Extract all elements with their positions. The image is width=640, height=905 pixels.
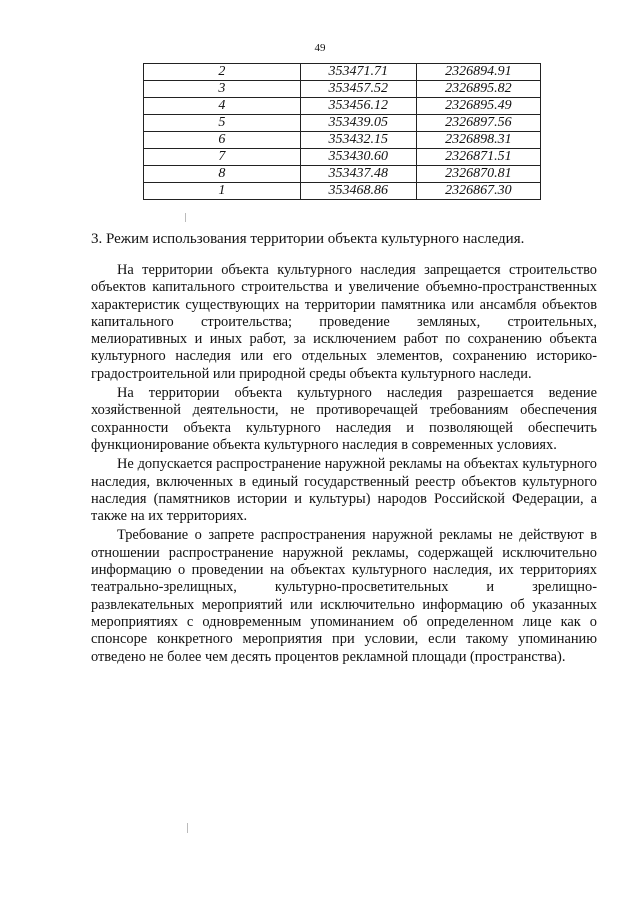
point-number-cell: 2 (144, 64, 301, 81)
table-row (144, 166, 541, 183)
x-coordinate-cell: 353439.05 (300, 115, 416, 132)
point-number-cell: 6 (144, 132, 301, 149)
x-coordinate-cell: 353471.71 (300, 64, 416, 81)
point-number-cell: 5 (144, 115, 301, 132)
y-coordinate-cell: 2326895.82 (416, 81, 540, 98)
table-row (144, 132, 541, 149)
body-text (91, 262, 597, 666)
x-coordinate-cell: 353430.60 (300, 149, 416, 166)
y-coordinate-cell: 2326870.81 (416, 166, 540, 183)
point-number-cell: 8 (144, 166, 301, 183)
point-number-cell: 3 (144, 81, 301, 98)
table-row (144, 115, 541, 132)
y-coordinate-cell: 2326898.31 (416, 132, 540, 149)
x-coordinate-cell: 353432.15 (300, 132, 416, 149)
x-coordinate-cell: 353457.52 (300, 81, 416, 98)
x-coordinate-cell: 353456.12 (300, 98, 416, 115)
table-row (144, 183, 541, 200)
x-coordinate-cell: 353437.48 (300, 166, 416, 183)
point-number-cell: 7 (144, 149, 301, 166)
table-row (144, 149, 541, 166)
paragraph-advertising-ban: Не допускается распространение наружной рекламы на объектах культурного наследия, включенных в единый государственный реестр объектов культурного наследия (памятников истории и культуры) народов Российской Федерации, а также на их территориях. (91, 456, 597, 525)
table-row (144, 64, 541, 81)
coordinates-table-body (144, 64, 541, 200)
y-coordinate-cell: 2326867.30 (416, 183, 540, 200)
paragraph-permitted-activity: На территории объекта культурного наследия разрешается ведение хозяйственной деятельности, не противоречащей требованиям обеспечения сохранности объекта культурного наследия и позволяющей обеспечить функционирование объекта культурного наследия в современных условиях. (91, 385, 597, 453)
y-coordinate-cell: 2326871.51 (416, 149, 540, 166)
y-coordinate-cell: 2326897.56 (416, 115, 540, 132)
table-row (144, 81, 541, 98)
point-number-cell: 1 (144, 183, 301, 200)
y-coordinate-cell: 2326894.91 (416, 64, 540, 81)
paragraph-advertising-exception: Требование о запрете распространения наружной рекламы не действуют в отношении распространение наружной рекламы, содержащей исключительно информацию о проведении на объектах культурного наследия, их территориях театрально-зрелищных, культурно-просветительных и зрелищно-развлекательных мероприятий или исключительно информацию об указанных мероприятиях с одновременным упоминанием об определенном лице как о спонсоре конкретного мероприятия при условии, если такому упоминанию отведено не более чем десять процентов рекламной площади (пространства). (91, 527, 597, 665)
scan-mark-top (185, 213, 186, 222)
scan-mark-bottom (187, 823, 188, 833)
point-number-cell: 4 (144, 98, 301, 115)
page-number: 49 (314, 42, 326, 54)
coordinates-table (143, 63, 541, 200)
table-row (144, 98, 541, 115)
paragraph-prohibitions: На территории объекта культурного наследия запрещается строительство объектов капитального строительства и увеличение объемно-пространственных характеристик существующих на территории памятника или ансамбля объектов капитального строительства; проведение земляных, строительных, мелиоративных и иных работ, за исключением работ по сохранению объекта культурного наследия или его отдельных элементов, сохранению историко-градостроительной или природной среды объекта культурного наследи. (91, 262, 597, 382)
x-coordinate-cell: 353468.86 (300, 183, 416, 200)
section-heading: 3. Режим использования территории объекта культурного наследия. (91, 231, 525, 247)
y-coordinate-cell: 2326895.49 (416, 98, 540, 115)
